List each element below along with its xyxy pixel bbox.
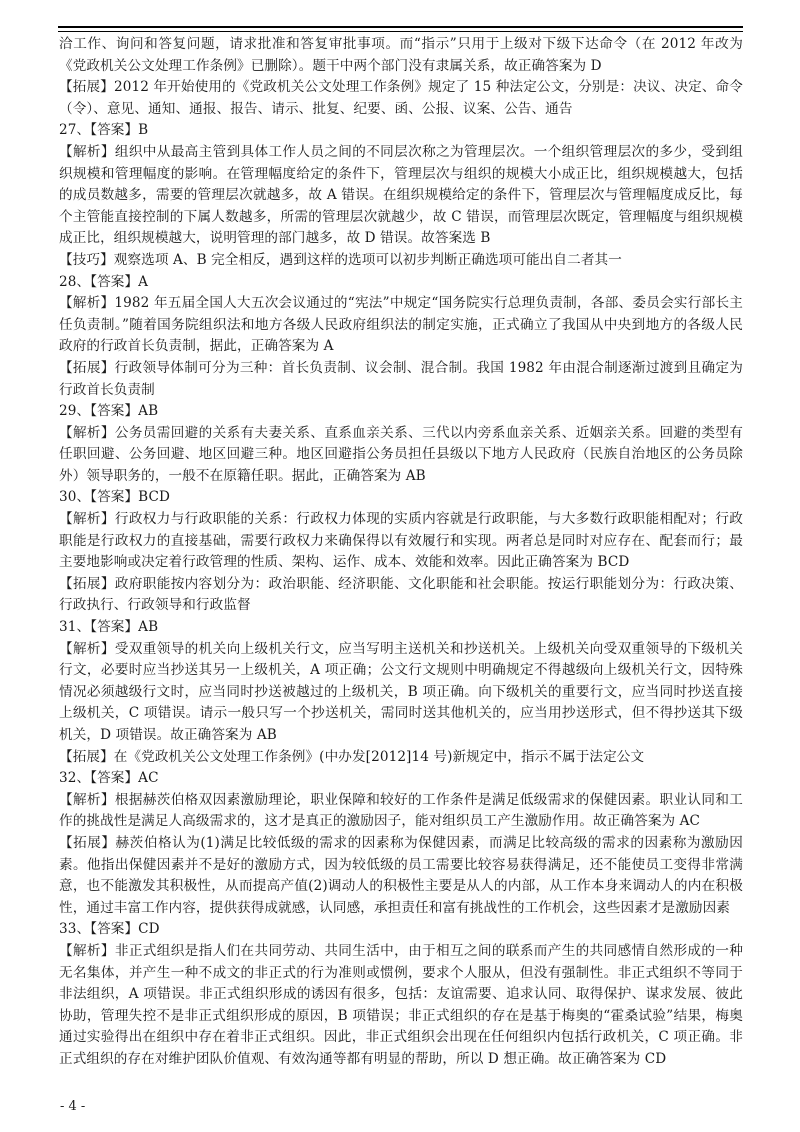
answer-heading: 29、【答案】AB xyxy=(59,403,159,420)
answer-heading: 27、【答案】B xyxy=(59,122,149,139)
paragraph: 【解析】行政权力与行政职能的关系：行政权力体现的实质内容就是行政职能，与大多数行政职能相配对；行政职能是行政权力的直接基础，需要行政权力来确保得以有效履行和实现。两者总是同时对应存在、配套而行；最主要地影响或决定着行政管理的性质、架构、运作、成本、效能和效率。因此正确答案为 BCD xyxy=(59,511,743,571)
paragraph: 【拓展】赫茨伯格认为(1)满足比较低级的需求的因素称为保健因素，而满足比较高级的需求的因素称为激励因素。他指出保健因素并不是好的激励方式，因为较低级的员工需要比较容易获得满足，还不能使员工变得非常满意，也不能激发其积极性，从而提高产值(2)调动人的积极性主要是从人的内部，从工作本身来调动人的内在积极性，通过丰富工作内容，提供获得成就感，认同感，承担责任和富有挑战性的工作机会，这些因素才是激励因素 xyxy=(59,834,743,916)
paragraph: 【解析】根据赫茨伯格双因素激励理论，职业保障和较好的工作条件是满足低级需求的保健因素。职业认同和工作的挑战性是满足人高级需求的，这才是真正的激励因子，能对组织员工产生激励作用。故正确答案为 AC xyxy=(59,791,743,830)
header-rule-thick xyxy=(58,26,743,28)
paragraph: 【拓展】在《党政机关公文处理工作条例》(中办发[2012]14 号)新规定中，指示不属于法定公文 xyxy=(59,748,645,765)
answer-explanations xyxy=(59,34,743,1071)
header-rule-thin xyxy=(58,31,743,32)
answer-heading: 28、【答案】A xyxy=(59,273,149,290)
paragraph: 【技巧】观察选项 A、B 完全相反，遇到这样的选项可以初步判断正确选项可能出自二者其一 xyxy=(59,251,622,268)
paragraph: 【拓展】行政领导体制可分为三种：首长负责制、议会制、混合制。我国 1982 年由混合制逐渐过渡到且确定为行政首长负责制 xyxy=(59,359,743,398)
answer-heading: 32、【答案】AC xyxy=(59,770,159,787)
answer-heading: 33、【答案】CD xyxy=(59,921,160,938)
paragraph: 洽工作、询问和答复问题，请求批准和答复审批事项。而“指示”只用于上级对下级下达命令（在 2012 年改为《党政机关公文处理工作条例》已删除）。题干中两个部门没有隶属关系，故正确答案为 D xyxy=(59,36,743,74)
paragraph: 【拓展】政府职能按内容划分为：政治职能、经济职能、文化职能和社会职能。按运行职能划分为：行政决策、行政执行、行政领导和行政监督 xyxy=(59,575,743,614)
paragraph: 【解析】非正式组织是指人们在共同劳动、共同生活中，由于相互之间的联系而产生的共同感情自然形成的一种无名集体，并产生一种不成文的非正式的行为准则或惯例，要求个人服从，但没有强制性。非正式组织不等同于非法组织，A 项错误。非正式组织形成的诱因有很多，包括：友谊需要、追求认同、取得保护、谋求发展、彼此协助，管理失控不是非正式组织形成的原因，B 项错误；非正式组织的存在是基于梅奥的“霍桑试验”结果，梅奥通过实验得出在组织中存在着非正式组织。因此，非正式组织会出现在任何组织内包括行政机关，C 项正确。非正式组织的存在对维护团队价值观、有效沟通等都有明显的帮助，所以 D 想正确。故正确答案为 CD xyxy=(59,942,743,1067)
paragraph: 【解析】受双重领导的机关向上级机关行文，应当写明主送机关和抄送机关。上级机关向受双重领导的下级机关行文，必要时应当抄送其另一上级机关，A 项正确；公文行文规则中明确规定不得越级向上级机关行文，因特殊情况必须越级行文时，应当同时抄送被越过的上级机关，B 项正确。向下级机关的重要行文，应当同时抄送直接上级机关，C 项错误。请示一般只写一个抄送机关，需同时送其他机关的，应当用抄送形式，但不得抄送其下级机关，D 项错误。故正确答案为 AB xyxy=(59,640,743,743)
answer-heading: 30、【答案】BCD xyxy=(59,489,171,506)
answer-heading: 31、【答案】AB xyxy=(59,619,159,636)
page-number: - 4 - xyxy=(60,1099,86,1114)
paragraph: 【拓展】2012 年开始使用的《党政机关公文处理工作条例》规定了 15 种法定公文，分别是：决议、决定、命令（令）、意见、通知、通报、报告、请示、批复、纪要、函、公报、议案、公告、通告 xyxy=(59,79,743,117)
paragraph: 【解析】组织中从最高主管到具体工作人员之间的不同层次称之为管理层次。一个组织管理层次的多少，受到组织规模和管理幅度的影响。在管理幅度给定的条件下，管理层次与组织的规模大小成正比，组织规模越大，包括的成员数越多，需要的管理层次就越多，故 A 错误。在组织规模给定的条件下，管理层次与管理幅度成反比，每个主管能直接控制的下属人数越多，所需的管理层次就越少，故 C 错误，而管理层次既定，管理幅度与组织规模成正比，组织规模越大，说明管理的部门越多，故 D 错误。故答案选 B xyxy=(59,143,743,247)
paragraph: 【解析】1982 年五届全国人大五次会议通过的“宪法”中规定“国务院实行总理负责制，各部、委员会实行部长主任负责制。”随着国务院组织法和地方各级人民政府组织法的制定实施，正式确立了我国从中央到地方的各级人民政府的行政首长负责制，据此，正确答案为 A xyxy=(59,295,743,355)
paragraph: 【解析】公务员需回避的关系有夫妻关系、直系血亲关系、三代以内旁系血亲关系、近姻亲关系。回避的类型有任职回避、公务回避、地区回避三种。地区回避指公务员担任县级以下地方人民政府（民族自治地区的公务员除外）领导职务的，一般不在原籍任职。据此，正确答案为 AB xyxy=(59,424,743,484)
